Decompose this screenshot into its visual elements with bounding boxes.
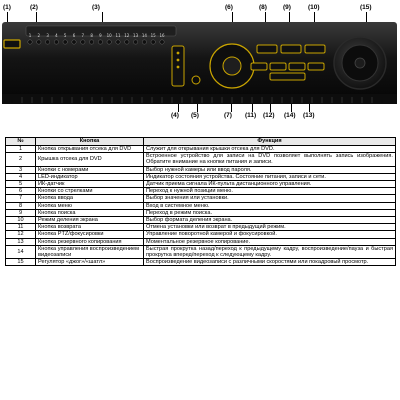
row-number: 9: [6, 209, 36, 216]
playback-control-button: [308, 63, 324, 70]
number-button-6[interactable]: [72, 40, 76, 44]
row-number: 6: [6, 188, 36, 195]
number-button-8[interactable]: [89, 40, 93, 44]
row-button-name: Кнопка PTZ/фокусировки: [36, 231, 144, 238]
number-button-1[interactable]: [28, 40, 32, 44]
row-number: 12: [6, 231, 36, 238]
table-row: [6, 173, 396, 180]
row-number: 15: [6, 259, 36, 266]
callout-5: (5): [191, 112, 199, 119]
backup-button: [289, 63, 305, 70]
table-header-row: [6, 138, 396, 146]
row-number: 13: [6, 238, 36, 245]
number-button-label: 3: [46, 33, 49, 38]
dvd-eject-button: [4, 40, 20, 48]
number-button-label: 1: [28, 33, 32, 38]
row-function: Служит для открывания крышки отсека для DVD.: [144, 146, 396, 153]
row-function: Выбор нужной камеры или ввод пароля.: [144, 166, 396, 173]
number-button-11[interactable]: [116, 40, 120, 44]
row-number: 8: [6, 202, 36, 209]
row-function: Отмена установки или возврат в предыдущий режим.: [144, 224, 396, 231]
table-row: [6, 195, 396, 202]
row-function: Воспроизведение видеозаписи с различными скоростями или покадровый просмотр.: [144, 259, 396, 266]
row-button-name: Регулятор «джог»/«шатл»: [36, 259, 144, 266]
number-button-7[interactable]: [81, 40, 85, 44]
menu-button: [257, 45, 277, 53]
row-function: Быстрая прокрутка назад/переход к предыдущему кадру, воспроизведение/пауза и быстрая прокрутка вперед/переход к следующему кадру.: [144, 245, 396, 258]
number-button-label: 15: [150, 33, 156, 38]
row-function: Управление поворотной камерой и фокусировкой.: [144, 231, 396, 238]
return-button: [251, 63, 267, 70]
display-mode-button: [305, 45, 325, 53]
callout-12: (12): [263, 112, 275, 119]
callout-3: (3): [92, 4, 100, 11]
number-button-label: 7: [81, 33, 85, 38]
enter-button: [223, 57, 241, 75]
table-row: [6, 231, 396, 238]
row-function: Индикатор состояния устройства. Состояние питания, записи и сети.: [144, 173, 396, 180]
table-row: [6, 166, 396, 173]
row-number: 5: [6, 181, 36, 188]
row-function: Вход в системное меню.: [144, 202, 396, 209]
function-table: [5, 137, 396, 266]
number-button-label: 11: [115, 33, 121, 38]
callout-4: (4): [171, 112, 179, 119]
function-table-wrap: [5, 137, 396, 266]
header-number: №: [6, 138, 36, 146]
table-row: [6, 153, 396, 166]
table-row: [6, 202, 396, 209]
callout-1: (1): [3, 4, 11, 11]
number-button-label: 8: [90, 33, 93, 38]
number-button-label: 5: [63, 33, 67, 38]
callout-11: (11): [245, 112, 257, 119]
number-button-label: 16: [159, 33, 165, 38]
number-button-2[interactable]: [37, 40, 41, 44]
number-button-16[interactable]: [160, 40, 164, 44]
table-row: [6, 217, 396, 224]
callout-14: (14): [284, 112, 296, 119]
row-number: 10: [6, 217, 36, 224]
table-row: [6, 181, 396, 188]
row-button-name: Кнопка возврата: [36, 224, 144, 231]
callout-2: (2): [30, 4, 38, 11]
table-row: [6, 146, 396, 153]
header-button: Кнопка: [36, 138, 144, 146]
table-row: [6, 238, 396, 245]
playback-control-bar: [270, 73, 305, 80]
table-body: [6, 146, 396, 266]
number-button-14[interactable]: [142, 40, 146, 44]
ir-sensor: [192, 76, 200, 84]
row-button-name: Кнопка резервного копирования: [36, 238, 144, 245]
number-button-13[interactable]: [133, 40, 137, 44]
row-function: Встроенное устройство для записи на DVD позволяет выполнять запись изображения. Обратите внимание на кнопки питания и записи.: [144, 153, 396, 166]
row-button-name: Кнопка ввода: [36, 195, 144, 202]
number-button-label: 2: [37, 33, 41, 38]
row-function: Переход к нужной позиции меню.: [144, 188, 396, 195]
header-function: Функция: [144, 138, 396, 146]
row-number: 2: [6, 153, 36, 166]
row-button-name: Кнопки с номерами: [36, 166, 144, 173]
number-button-9[interactable]: [98, 40, 102, 44]
search-button: [281, 45, 301, 53]
number-button-15[interactable]: [151, 40, 155, 44]
callout-7: (7): [224, 112, 232, 119]
number-button-12[interactable]: [125, 40, 129, 44]
number-button-5[interactable]: [63, 40, 67, 44]
row-button-name: Кнопка поиска: [36, 209, 144, 216]
row-button-name: ИК-датчик: [36, 181, 144, 188]
callout-10: (10): [308, 4, 320, 11]
number-button-3[interactable]: [45, 40, 49, 44]
row-function: Переход в режим поиска.: [144, 209, 396, 216]
callout-9: (9): [283, 4, 291, 11]
table-row: [6, 188, 396, 195]
number-button-label: 4: [55, 33, 58, 38]
dvr-front-panel: [2, 18, 397, 108]
callout-13: (13): [303, 112, 315, 119]
row-function: Датчик приема сигнала ИК-пульта дистанционного управления.: [144, 181, 396, 188]
number-button-label: 14: [141, 33, 147, 38]
table-row: [6, 224, 396, 231]
number-button-label: 10: [106, 33, 112, 38]
row-function: Выбор значения или установки.: [144, 195, 396, 202]
row-button-name: Крышка отсека для DVD: [36, 153, 144, 166]
number-button-4[interactable]: [54, 40, 58, 44]
row-button-name: Кнопка управления воспроизведением видеозаписи: [36, 245, 144, 258]
row-button-name: Кнопка меню: [36, 202, 144, 209]
row-button-name: LED-индикатор: [36, 173, 144, 180]
row-button-name: Кнопки со стрелками: [36, 188, 144, 195]
table-row: [6, 245, 396, 258]
row-button-name: Режим деления экрана: [36, 217, 144, 224]
number-button-10[interactable]: [107, 40, 111, 44]
table-row: [6, 209, 396, 216]
row-number: 3: [6, 166, 36, 173]
number-button-label: 13: [133, 33, 139, 38]
row-number: 1: [6, 146, 36, 153]
row-number: 14: [6, 245, 36, 258]
number-button-label: 12: [124, 33, 130, 38]
callout-6: (6): [225, 4, 233, 11]
row-number: 7: [6, 195, 36, 202]
callout-8: (8): [259, 4, 267, 11]
table-row: [6, 259, 396, 266]
row-number: 11: [6, 224, 36, 231]
callout-15: (15): [360, 4, 372, 11]
row-number: 4: [6, 173, 36, 180]
ptz-focus-button: [270, 63, 286, 70]
row-function: Выбор формата деления экрана.: [144, 217, 396, 224]
row-function: Моментальное резервное копирование.: [144, 238, 396, 245]
number-button-label: 6: [72, 33, 76, 38]
number-button-label: 9: [99, 33, 102, 38]
row-button-name: Кнопка открывания отсека для DVD: [36, 146, 144, 153]
